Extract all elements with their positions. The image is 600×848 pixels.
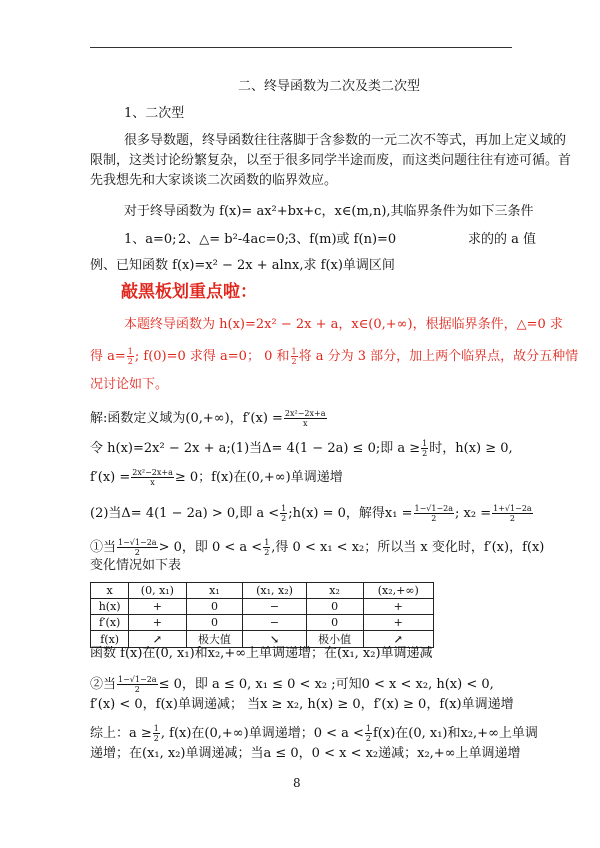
table-cell: 0 <box>306 615 363 631</box>
table-cell: x₂ <box>306 583 363 599</box>
fraction: $\frac{1-√1-2a}{2}$ <box>118 675 157 694</box>
red-line-2 <box>90 347 578 366</box>
fraction-x1: $\frac{1-√1-2a}{2}$ <box>414 504 454 523</box>
fraction: $\frac{\text{2x²−2x+a}}{x}$ <box>284 409 326 428</box>
solution-line-3: f′(x) = $\frac{\text{2x²−2x+a}}{x}$ ≥ 0；f(x)在(0,+∞)单调递增 <box>90 468 343 487</box>
solution-line-11: 递增；在(x₁, x₂)单调递减；当a ≤ 0，0 < x < x₂递减；x₂,+∞上单调递增 <box>90 746 521 761</box>
table-cell: + <box>363 615 433 631</box>
fraction: $\frac{\text{2x²−2x+a}}{x}$ <box>132 468 173 487</box>
table-cell: + <box>129 615 186 631</box>
solution-line-2: 令 h(x)=2x² − 2x + a;(1)当Δ= 4(1 − 2a) ≤ 0;即 a ≥ $\frac{1}{2}$ 时，h(x) ≥ 0, <box>90 439 513 458</box>
table-header-row <box>91 583 434 599</box>
intro-line-2: 限制，这类讨论纷繁复杂，以至于很多同学半途而废，而这类问题往往有迹可循。首 <box>90 153 572 168</box>
table-cell: + <box>129 599 186 615</box>
subsection-title: 1、二次型 <box>124 106 185 121</box>
solution-line-6: 变化情况如下表 <box>90 558 182 573</box>
solution-line-8: ②当 $\frac{1-√1-2a}{2}$ ≤ 0，即 a ≤ 0, x₁ ≤ 0 < x₂ ;可知0 < x < x₂, h(x) < 0, <box>90 675 494 694</box>
table-cell: 极小值 <box>306 631 363 648</box>
fraction: $\frac{1}{2}$ <box>422 439 428 458</box>
fraction: $\frac{1-√1-2a}{2}$ <box>118 538 157 557</box>
table-cell: 0 <box>186 615 243 631</box>
highlight-heading: 敲黑板划重点啦： <box>121 282 257 302</box>
fraction: $\frac{1}{2}$ <box>153 724 159 743</box>
solution-line-5: ①当 $\frac{1-√1-2a}{2}$ > 0，即 0 < a < $\frac{1}{2}$ ,得 0 < x₁ < x₂；所以当 x 变化时，f′(x)，f(x) <box>90 538 545 557</box>
table-cell: 0 <box>186 599 243 615</box>
red-text-b: ; f(0)=0 求得 a=0； 0 和 <box>134 349 290 364</box>
variation-table <box>90 582 434 648</box>
condition-2: 2、△= b²-4ac=0; <box>178 232 290 247</box>
solution-line-1: 解:函数定义域为(0,+∞)，f′(x) = $\frac{\text{2x²−2x+a}}{x}$ <box>90 409 326 428</box>
table-cell: x₁ <box>186 583 243 599</box>
decreasing-arrow-icon: ↘ <box>243 631 306 648</box>
page-number: 8 <box>293 776 301 790</box>
red-text-c: 将 a 分为 3 部分，加上两个临界点，故分五种情 <box>298 349 579 364</box>
fraction: $\frac{1}{2}$ <box>365 724 371 743</box>
table-cell: − <box>243 599 306 615</box>
table-cell: (x₂,+∞) <box>363 583 433 599</box>
table-cell: + <box>363 599 433 615</box>
red-line-3: 况讨论如下。 <box>90 377 169 392</box>
red-line-1: 本题终导函数为 h(x)=2x² − 2x + a，x∈(0,+∞)，根据临界条件，△=0 求 <box>124 317 563 332</box>
solution-line-10: 综上：a ≥ $\frac{1}{2}$ , f(x)在(0,+∞)单调递增；0 < a < $\frac{1}{2}$ f(x)在(0, x₁)和x₂,+∞上单调 <box>90 724 538 743</box>
condition-3: 3、f(m)或 f(n)=0 <box>288 232 397 247</box>
condition-1: 1、a=0; <box>124 232 177 247</box>
table-row <box>91 615 434 631</box>
solution-line-4: (2)当Δ= 4(1 − 2a) > 0,即 a < $\frac{1}{2}$ ;h(x) = 0，解得x₁ = $\frac{1-√1-2a}{2}$ ; x₂ = $\frac{1+√1-2a}{2}$ <box>90 504 532 523</box>
condition-intro: 对于终导函数为 f(x)= ax²+bx+c，x∈(m,n),其临界条件为如下三条件 <box>124 204 534 219</box>
table-cell: x <box>91 583 129 599</box>
increasing-arrow-icon: ↗ <box>363 631 433 648</box>
fraction: $\frac{1}{2}$ <box>264 538 270 557</box>
section-title: 二、终导函数为二次及类二次型 <box>238 79 421 94</box>
header-rule <box>90 47 512 48</box>
table-cell: 极大值 <box>186 631 243 648</box>
condition-target: 求的的 a 值 <box>468 232 537 247</box>
table-cell: − <box>243 615 306 631</box>
intro-line-1: 很多导数题，终导函数往往落脚于含参数的一元二次不等式，再加上定义域的 <box>124 133 567 148</box>
fraction-half: $\frac{1}{2}$ <box>127 347 133 366</box>
table-cell: (0, x₁) <box>129 583 186 599</box>
table-cell: f(x) <box>91 631 129 648</box>
table-row <box>91 599 434 615</box>
solution-line-7: 函数 f(x)在(0, x₁)和x₂,+∞上单调递增；在(x₁, x₂)单调递减 <box>90 646 433 661</box>
table-cell: f′(x) <box>91 615 129 631</box>
table-row <box>91 631 434 648</box>
solution-line-9: f′(x) < 0，f(x)单调递减； 当x ≥ x₂, h(x) ≥ 0，f′(x) ≥ 0，f(x)单调递增 <box>90 697 514 712</box>
intro-line-3: 先我想先和大家谈谈二次函数的临界效应。 <box>90 173 338 188</box>
fraction-x2: $\frac{1+√1-2a}{2}$ <box>493 504 532 523</box>
table-cell: h(x) <box>91 599 129 615</box>
fraction-half: $\frac{1}{2}$ <box>291 347 297 366</box>
red-text-a: 得 a= <box>90 349 126 364</box>
fraction: $\frac{1}{2}$ <box>281 504 287 523</box>
example-statement: 例、已知函数 f(x)=x² − 2x + alnx,求 f(x)单调区间 <box>90 258 395 273</box>
table-cell: (x₁, x₂) <box>243 583 306 599</box>
table-cell: 0 <box>306 599 363 615</box>
increasing-arrow-icon: ↗ <box>129 631 186 648</box>
